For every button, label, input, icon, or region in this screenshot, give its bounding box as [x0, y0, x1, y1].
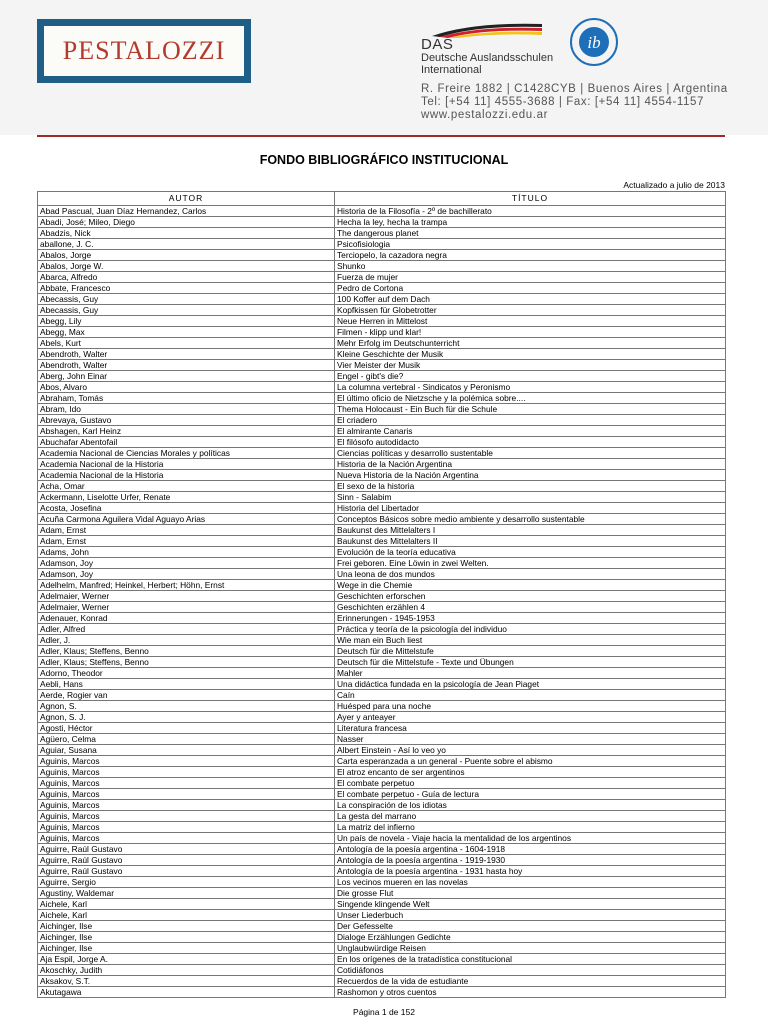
- table-row: [38, 426, 726, 437]
- table-row: [38, 525, 726, 536]
- title-cell: Nasser: [335, 734, 726, 745]
- author-cell: Agosti, Héctor: [38, 723, 335, 734]
- table-row: [38, 767, 726, 778]
- letterhead: [0, 0, 768, 135]
- table-row: [38, 272, 726, 283]
- table-row: [38, 239, 726, 250]
- author-cell: Akutagawa: [38, 987, 335, 998]
- title-cell: Kopfkissen für Globetrotter: [335, 305, 726, 316]
- title-cell: Baukunst des Mittelalters I: [335, 525, 726, 536]
- table-row: [38, 481, 726, 492]
- author-cell: Adler, Alfred: [38, 624, 335, 635]
- table-row: [38, 822, 726, 833]
- table-row: [38, 833, 726, 844]
- title-cell: Historia del Libertador: [335, 503, 726, 514]
- address-line-1: R. Freire 1882 | C1428CYB | Buenos Aires | Argentina: [421, 83, 728, 95]
- table-row: [38, 734, 726, 745]
- author-cell: Adenauer, Konrad: [38, 613, 335, 624]
- table-row: [38, 492, 726, 503]
- title-cell: Singende klingende Welt: [335, 899, 726, 910]
- author-cell: Abecassis, Guy: [38, 305, 335, 316]
- author-cell: Abalos, Jorge W.: [38, 261, 335, 272]
- table-row: [38, 415, 726, 426]
- table-body: [38, 206, 726, 998]
- author-cell: Aguirre, Raúl Gustavo: [38, 855, 335, 866]
- table-row: [38, 294, 726, 305]
- table-row: [38, 437, 726, 448]
- author-cell: Abendroth, Walter: [38, 360, 335, 371]
- author-cell: Adam, Ernst: [38, 536, 335, 547]
- title-cell: Caín: [335, 690, 726, 701]
- author-cell: Aguirre, Sergio: [38, 877, 335, 888]
- column-header-title: TÍTULO: [335, 192, 726, 206]
- table-row: [38, 349, 726, 360]
- table-row: [38, 679, 726, 690]
- author-cell: Akoschky, Judith: [38, 965, 335, 976]
- table-row: [38, 954, 726, 965]
- author-cell: Abendroth, Walter: [38, 349, 335, 360]
- table-row: [38, 558, 726, 569]
- author-cell: Adelhelm, Manfred; Heinkel, Herbert; Höhn, Ernst: [38, 580, 335, 591]
- title-cell: Thema Holocaust - Ein Buch für die Schule: [335, 404, 726, 415]
- table-row: [38, 305, 726, 316]
- author-cell: Abos, Alvaro: [38, 382, 335, 393]
- author-cell: Aksakov, S.T.: [38, 976, 335, 987]
- table-row: [38, 635, 726, 646]
- title-cell: Albert Einstein - Así lo veo yo: [335, 745, 726, 756]
- author-cell: Abegg, Lily: [38, 316, 335, 327]
- title-cell: El almirante Canaris: [335, 426, 726, 437]
- table-row: [38, 261, 726, 272]
- table-row: [38, 800, 726, 811]
- title-cell: Antología de la poesía argentina - 1919-1930: [335, 855, 726, 866]
- title-cell: Historia de la Nación Argentina: [335, 459, 726, 470]
- table-row: [38, 283, 726, 294]
- author-cell: Academia Nacional de la Historia: [38, 459, 335, 470]
- table-row: [38, 943, 726, 954]
- title-cell: Rashomon y otros cuentos: [335, 987, 726, 998]
- table-row: [38, 327, 726, 338]
- table-row: [38, 987, 726, 998]
- title-cell: La columna vertebral - Sindicatos y Peronismo: [335, 382, 726, 393]
- table-row: [38, 404, 726, 415]
- title-cell: El sexo de la historia: [335, 481, 726, 492]
- website-line: www.pestalozzi.edu.ar: [421, 109, 549, 121]
- table-row: [38, 624, 726, 635]
- author-cell: Aichinger, Ilse: [38, 932, 335, 943]
- table-row: [38, 690, 726, 701]
- document-title: FONDO BIBLIOGRÁFICO INSTITUCIONAL: [259, 153, 509, 167]
- title-cell: Recuerdos de la vida de estudiante: [335, 976, 726, 987]
- author-cell: Academia Nacional de Ciencias Morales y políticas: [38, 448, 335, 459]
- author-cell: Adler, Klaus; Steffens, Benno: [38, 657, 335, 668]
- author-cell: Abbate, Francesco: [38, 283, 335, 294]
- author-cell: Ackermann, Liselotte Urfer, Renate: [38, 492, 335, 503]
- title-cell: Terciopelo, la cazadora negra: [335, 250, 726, 261]
- table-row: [38, 668, 726, 679]
- title-cell: Engel - gibt's die?: [335, 371, 726, 382]
- author-cell: Aguinis, Marcos: [38, 756, 335, 767]
- author-cell: Aichinger, Ilse: [38, 921, 335, 932]
- author-cell: Abalos, Jorge: [38, 250, 335, 261]
- ib-school-seal-icon: [569, 17, 619, 67]
- table-row: [38, 723, 726, 734]
- table-row: [38, 712, 726, 723]
- author-cell: Adelmaier, Werner: [38, 591, 335, 602]
- title-cell: Vier Meister der Musik: [335, 360, 726, 371]
- title-cell: Kleine Geschichte der Musik: [335, 349, 726, 360]
- author-cell: Abrevaya, Gustavo: [38, 415, 335, 426]
- table-row: [38, 844, 726, 855]
- title-cell: Geschichten erzählen 4: [335, 602, 726, 613]
- author-cell: Aichinger, Ilse: [38, 943, 335, 954]
- author-cell: Abecassis, Guy: [38, 294, 335, 305]
- title-cell: Die grosse Flut: [335, 888, 726, 899]
- title-cell: Unser Liederbuch: [335, 910, 726, 921]
- table-row: [38, 789, 726, 800]
- title-cell: Una leona de dos mundos: [335, 569, 726, 580]
- table-row: [38, 448, 726, 459]
- author-cell: Aguirre, Raúl Gustavo: [38, 844, 335, 855]
- author-cell: Agnon, S. J.: [38, 712, 335, 723]
- title-cell: Erinnerungen - 1945-1953: [335, 613, 726, 624]
- title-cell: Neue Herren in Mittelost: [335, 316, 726, 327]
- title-cell: Nueva Historia de la Nación Argentina: [335, 470, 726, 481]
- title-cell: Frei geboren. Eine Löwin in zwei Welten.: [335, 558, 726, 569]
- author-cell: Abels, Kurt: [38, 338, 335, 349]
- table-row: [38, 811, 726, 822]
- title-cell: Práctica y teoría de la psicología del individuo: [335, 624, 726, 635]
- author-cell: Aguinis, Marcos: [38, 833, 335, 844]
- table-row: [38, 569, 726, 580]
- table-row: [38, 206, 726, 217]
- title-cell: Un país de novela - Viaje hacia la mentalidad de los argentinos: [335, 833, 726, 844]
- table-row: [38, 371, 726, 382]
- title-cell: 100 Koffer auf dem Dach: [335, 294, 726, 305]
- title-cell: Una didáctica fundada en la psicología de Jean Piaget: [335, 679, 726, 690]
- author-cell: Academia Nacional de la Historia: [38, 470, 335, 481]
- author-cell: Abarca, Alfredo: [38, 272, 335, 283]
- table-row: [38, 547, 726, 558]
- author-cell: Aguiar, Susana: [38, 745, 335, 756]
- table-row: [38, 591, 726, 602]
- title-cell: Pedro de Cortona: [335, 283, 726, 294]
- table-row: [38, 646, 726, 657]
- title-cell: Psicofisiologia: [335, 239, 726, 250]
- table-row: [38, 536, 726, 547]
- title-cell: Wege in die Chemie: [335, 580, 726, 591]
- title-cell: El filósofo autodidacto: [335, 437, 726, 448]
- title-cell: Ayer y anteayer: [335, 712, 726, 723]
- author-cell: Aberg, John Einar: [38, 371, 335, 382]
- author-cell: Adelmaier, Werner: [38, 602, 335, 613]
- title-cell: La gesta del marrano: [335, 811, 726, 822]
- title-cell: Evolución de la teoría educativa: [335, 547, 726, 558]
- title-cell: Ciencias políticas y desarrollo sustentable: [335, 448, 726, 459]
- table-row: [38, 888, 726, 899]
- table-row: [38, 316, 726, 327]
- updated-date: Actualizado a julio de 2013: [623, 180, 725, 190]
- title-cell: Baukunst des Mittelalters II: [335, 536, 726, 547]
- title-cell: El combate perpetuo: [335, 778, 726, 789]
- table-row: [38, 877, 726, 888]
- title-cell: Conceptos Básicos sobre medio ambiente y desarrollo sustentable: [335, 514, 726, 525]
- catalog-table: [37, 191, 726, 998]
- author-cell: Adler, Klaus; Steffens, Benno: [38, 646, 335, 657]
- table-row: [38, 965, 726, 976]
- author-cell: Aguirre, Raúl Gustavo: [38, 866, 335, 877]
- author-cell: Acha, Omar: [38, 481, 335, 492]
- author-cell: Adorno, Theodor: [38, 668, 335, 679]
- author-cell: Acosta, Josefina: [38, 503, 335, 514]
- author-cell: Adam, Ernst: [38, 525, 335, 536]
- author-cell: Aguinis, Marcos: [38, 789, 335, 800]
- title-cell: Antología de la poesía argentina - 1604-1918: [335, 844, 726, 855]
- author-cell: Acuña Carmona Aguilera Vidal Aguayo Arias: [38, 514, 335, 525]
- title-cell: Geschichten erforschen: [335, 591, 726, 602]
- table-row: [38, 602, 726, 613]
- table-row: [38, 932, 726, 943]
- title-cell: Deutsch für die Mittelstufe: [335, 646, 726, 657]
- title-cell: Shunko: [335, 261, 726, 272]
- author-cell: Aguinis, Marcos: [38, 822, 335, 833]
- title-cell: Der Gefesselte: [335, 921, 726, 932]
- author-cell: Aguinis, Marcos: [38, 778, 335, 789]
- table-row: [38, 217, 726, 228]
- table-row: [38, 514, 726, 525]
- author-cell: Adams, John: [38, 547, 335, 558]
- address-line-2: Tel: [+54 11] 4555-3688 | Fax: [+54 11] 4554-1157: [421, 96, 705, 108]
- title-cell: Carta esperanzada a un general - Puente sobre el abismo: [335, 756, 726, 767]
- author-cell: Adler, J.: [38, 635, 335, 646]
- table-row: [38, 899, 726, 910]
- title-cell: The dangerous planet: [335, 228, 726, 239]
- author-cell: Aguinis, Marcos: [38, 767, 335, 778]
- table-row: [38, 360, 726, 371]
- title-cell: Wie man ein Buch liest: [335, 635, 726, 646]
- table-row: [38, 657, 726, 668]
- ib-logo-text: ib: [587, 33, 601, 52]
- title-cell: Filmen - klipp und klar!: [335, 327, 726, 338]
- title-cell: Mehr Erfolg im Deutschunterricht: [335, 338, 726, 349]
- author-cell: Abraham, Tomás: [38, 393, 335, 404]
- table-row: [38, 910, 726, 921]
- author-cell: aballone, J. C.: [38, 239, 335, 250]
- title-cell: Antología de la poesía argentina - 1931 hasta hoy: [335, 866, 726, 877]
- table-row: [38, 756, 726, 767]
- title-cell: Huésped para una noche: [335, 701, 726, 712]
- title-cell: Dialoge Erzählungen Gedichte: [335, 932, 726, 943]
- author-cell: Abad Pascual, Juan Díaz Hernandez, Carlos: [38, 206, 335, 217]
- table-row: [38, 921, 726, 932]
- title-cell: Mahler: [335, 668, 726, 679]
- table-row: [38, 503, 726, 514]
- table-row: [38, 745, 726, 756]
- author-cell: Aebli, Hans: [38, 679, 335, 690]
- title-cell: Sinn - Salabim: [335, 492, 726, 503]
- author-cell: Abadzis, Nick: [38, 228, 335, 239]
- author-cell: Abuchafar Abentofail: [38, 437, 335, 448]
- table-row: [38, 855, 726, 866]
- author-cell: Abram, Ido: [38, 404, 335, 415]
- table-row: [38, 580, 726, 591]
- das-subtitle-2: International: [421, 64, 482, 76]
- table-row: [38, 393, 726, 404]
- author-cell: Aguinis, Marcos: [38, 800, 335, 811]
- title-cell: Literatura francesa: [335, 723, 726, 734]
- table-row: [38, 382, 726, 393]
- title-cell: El combate perpetuo - Guía de lectura: [335, 789, 726, 800]
- das-title: DAS: [421, 36, 454, 53]
- author-cell: Aichele, Karl: [38, 899, 335, 910]
- title-cell: En los orígenes de la tratadística constitucional: [335, 954, 726, 965]
- table-row: [38, 866, 726, 877]
- pestalozzi-logo: [37, 19, 251, 83]
- title-cell: Deutsch für die Mittelstufe - Texte und Übungen: [335, 657, 726, 668]
- author-cell: Agüero, Celma: [38, 734, 335, 745]
- author-cell: Abshagen, Karl Heinz: [38, 426, 335, 437]
- table-row: [38, 976, 726, 987]
- title-cell: El último oficio de Nietzsche y la polémica sobre....: [335, 393, 726, 404]
- title-cell: Los vecinos mueren en las novelas: [335, 877, 726, 888]
- column-header-author: AUTOR: [38, 192, 335, 206]
- author-cell: Abegg, Max: [38, 327, 335, 338]
- author-cell: Aerde, Rogier van: [38, 690, 335, 701]
- author-cell: Adamson, Joy: [38, 558, 335, 569]
- table-row: [38, 338, 726, 349]
- title-cell: La conspiración de los idiotas: [335, 800, 726, 811]
- author-cell: Aichele, Karl: [38, 910, 335, 921]
- author-cell: Adamson, Joy: [38, 569, 335, 580]
- title-cell: La matriz del infierno: [335, 822, 726, 833]
- author-cell: Abadi, José; Mileo, Diego: [38, 217, 335, 228]
- author-cell: Agustiny, Waldemar: [38, 888, 335, 899]
- title-cell: Hecha la ley, hecha la trampa: [335, 217, 726, 228]
- title-cell: Cotidiáfonos: [335, 965, 726, 976]
- page-number: Página 1 de 152: [353, 1007, 415, 1017]
- table-row: [38, 470, 726, 481]
- header-divider: [37, 135, 725, 137]
- title-cell: Fuerza de mujer: [335, 272, 726, 283]
- table-row: [38, 613, 726, 624]
- author-cell: Aguinis, Marcos: [38, 811, 335, 822]
- table-row: [38, 701, 726, 712]
- title-cell: Historia de la Filosofía - 2º de bachillerato: [335, 206, 726, 217]
- title-cell: El atroz encanto de ser argentinos: [335, 767, 726, 778]
- table-header-row: [38, 192, 726, 206]
- author-cell: Agnon, S.: [38, 701, 335, 712]
- table-row: [38, 778, 726, 789]
- author-cell: Aja Espil, Jorge A.: [38, 954, 335, 965]
- pestalozzi-logo-text: PESTALOZZI: [44, 26, 244, 76]
- title-cell: Unglaubwürdige Reisen: [335, 943, 726, 954]
- table-row: [38, 250, 726, 261]
- title-cell: El criadero: [335, 415, 726, 426]
- das-subtitle-1: Deutsche Auslandsschulen: [421, 52, 554, 64]
- table-row: [38, 459, 726, 470]
- table-row: [38, 228, 726, 239]
